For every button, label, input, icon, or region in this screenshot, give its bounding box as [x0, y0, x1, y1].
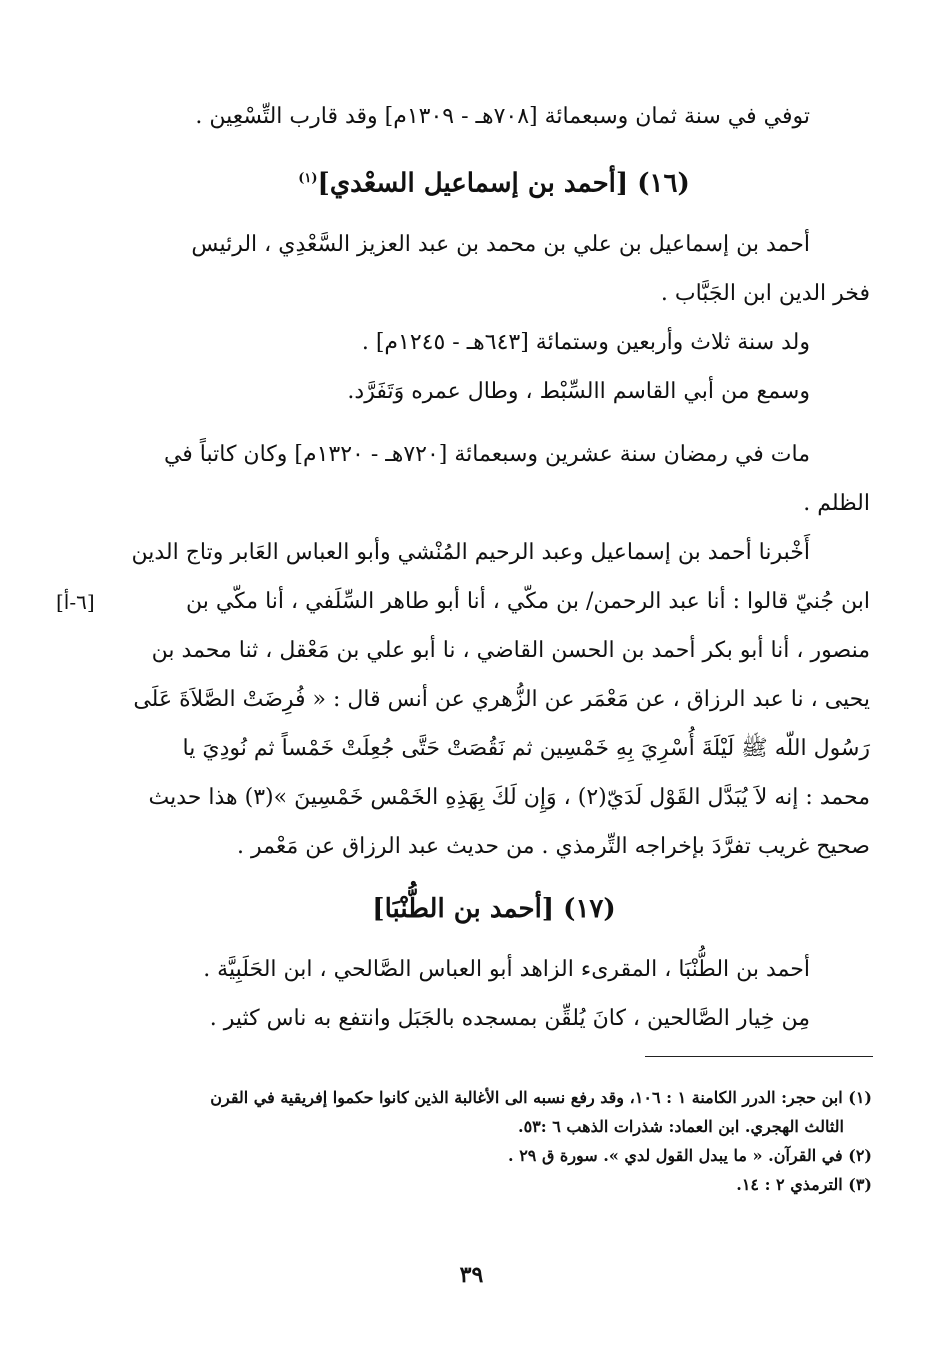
footnote-2: (٢) في القرآن. « ما يبدل القول لدي ». سورة ق ٢٩ .	[508, 1146, 872, 1165]
hadith-line-4: يحيى ، نا عبد الرزاق ، عن مَعْمَر عن الزُّهري عن أنس قال : « فُرِضَتْ الصَّلاَةَ عَلَى	[133, 686, 870, 712]
entry-16-death-2: الظلم .	[803, 490, 870, 516]
entry-17-heading: (١٧) [أحمد بن الطُّنْبَا]	[372, 893, 616, 924]
entry-16-line-2: فخر الدين ابن الجَبَّاب .	[660, 280, 870, 306]
hadith-line-1: أَخْبرنا أحمد بن إسماعيل وعبد الرحيم المُنْشي وأبو العباس العَابر وتاج الدين	[131, 539, 810, 565]
hadith-line-3: منصور ، أنا أبو بكر أحمد بن الحسن القاضي ، نا أبو علي بن مَعْقل ، ثنا محمد بن	[151, 637, 870, 663]
page-body	[118, 92, 870, 1043]
entry-16-heading-text: (١٦) [أحمد بن إسماعيل السعْدي]	[317, 168, 690, 199]
footnote-1-line-1: (١) ابن حجر: الدرر الكامنة ١ : ١٠٦، وقد رفع نسبه الى الأغالبة الذين كانوا حكموا إفريقية في القرن	[210, 1088, 872, 1107]
footnote-1-line-2: الثالث الهجري. ابن العماد: شذرات الذهب ٦ :٥٣.	[518, 1117, 844, 1136]
footnote-3: (٣) الترمذي ٢ : ١٤.	[736, 1175, 872, 1194]
entry-17-line-2: مِن خِيار الصَّالحين ، كانَ يُلقِّن بمسجده بالجَبَل وانتفع به ناس كثير .	[209, 1005, 810, 1031]
hadith-line-7: صحيح غريب تفرَّدَ بإخراجه التِّرمذي . من حديث عبد الرزاق عن مَعْمر .	[236, 833, 870, 859]
entry-17-line-1: أحمد بن الطُّنْبَا ، المقرىء الزاهد أبو العباس الصَّالحي ، ابن الحَلَبِيَّة .	[203, 956, 810, 982]
footnote-divider	[645, 1056, 873, 1057]
hadith-line-5: رَسُول اللّه ﷺ لَيْلَةَ أُسْرِيَ بِهِ خَمْسِين ثم نَقُصَتْ حَتَّى جُعِلَتْ خَمْساً ثم نُودِيَ يا	[182, 735, 870, 761]
footnotes	[118, 1083, 872, 1199]
entry-16-heading	[118, 149, 870, 214]
entry-16-heard: وسمع من أبي القاسم االسِّبْط ، وطال عمره وَتَفَرَّد.	[347, 378, 810, 404]
entry-16-death-1: مات في رمضان سنة عشرين وسبعمائة [٧٢٠هـ - ١٣٢٠م] وكان كاتباً في	[163, 441, 810, 467]
footnote-ref-1: (١)	[298, 171, 318, 186]
entry-16-line-1: أحمد بن إسماعيل بن علي بن محمد بن عبد العزيز السَّعْدِي ، الرئيس	[191, 231, 810, 257]
intro-line: توفي في سنة ثمان وسبعمائة [٧٠٨هـ - ١٣٠٩م] وقد قارب التِّسْعِين .	[195, 104, 810, 129]
hadith-line-2: ابن جُنيّ قالوا : أنا عبد الرحمن/ بن مكّي ، أنا أبو طاهر السِّلَفي ، أنا مكّي بن	[185, 588, 870, 614]
entry-16-birth: ولد سنة ثلاث وأربعين وستمائة [٦٤٣هـ - ١٢٤٥م] .	[361, 329, 810, 355]
hadith-line-6: محمد : إنه لاَ يُبَدَّل القَوْل لَدَيّ(٢) ، وَإِن لَكَ بِهَذِهِ الخَمْس خَمْسِينَ »(٣) هذا حديث	[148, 784, 870, 810]
folio-margin-mark: [٦-أ]	[56, 590, 95, 614]
page-number: ٣٩	[459, 1262, 484, 1288]
